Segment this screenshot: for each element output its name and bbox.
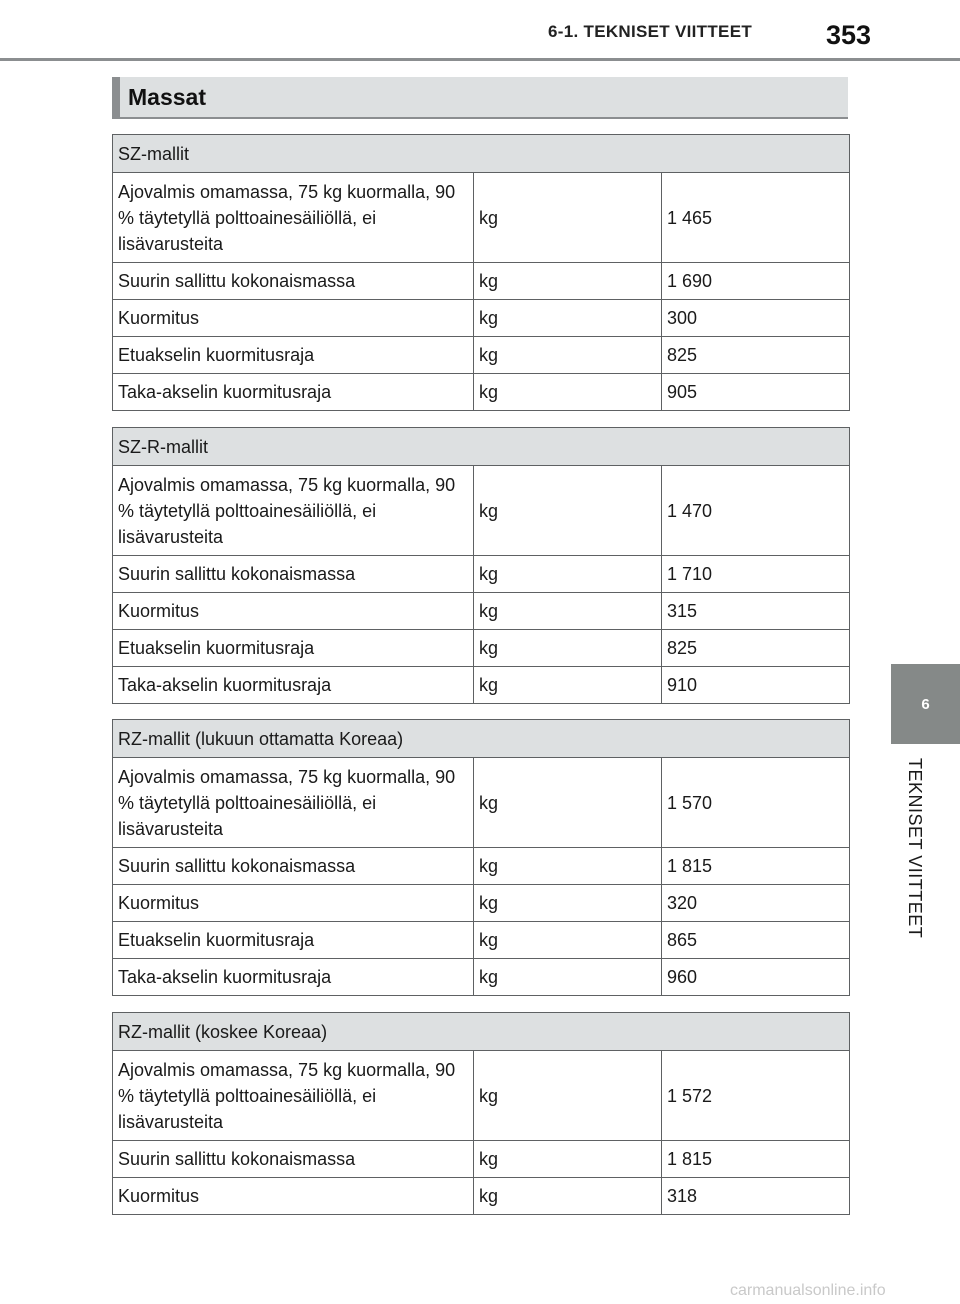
row-value: 910 — [662, 667, 850, 704]
table-title: SZ-R-mallit — [113, 428, 850, 466]
row-label: Etuakselin kuormitusraja — [113, 922, 474, 959]
row-label: Ajovalmis omamassa, 75 kg kuormalla, 90 % täytetyllä polttoainesäiliöllä, ei lisävarusteita — [113, 466, 474, 556]
row-label: Kuormitus — [113, 1178, 474, 1215]
row-value: 1 815 — [662, 848, 850, 885]
spec-table-rz-excl-korea — [112, 719, 850, 996]
row-label: Taka-akselin kuormitusraja — [113, 959, 474, 996]
row-unit: kg — [474, 173, 662, 263]
row-unit: kg — [474, 630, 662, 667]
row-label: Kuormitus — [113, 300, 474, 337]
table-title: RZ-mallit (lukuun ottamatta Koreaa) — [113, 720, 850, 758]
row-unit: kg — [474, 667, 662, 704]
row-unit: kg — [474, 556, 662, 593]
header-title: 6-1. TEKNISET VIITTEET — [548, 22, 753, 41]
spec-table-sz — [112, 134, 850, 411]
row-unit: kg — [474, 263, 662, 300]
row-unit: kg — [474, 374, 662, 411]
row-label: Suurin sallittu kokonaismassa — [113, 848, 474, 885]
table-row — [113, 1141, 850, 1178]
row-value: 320 — [662, 885, 850, 922]
table-row — [113, 959, 850, 996]
table-row — [113, 556, 850, 593]
row-unit: kg — [474, 300, 662, 337]
table-row — [113, 337, 850, 374]
row-value: 1 570 — [662, 758, 850, 848]
row-unit: kg — [474, 885, 662, 922]
table-row — [113, 922, 850, 959]
row-unit: kg — [474, 1051, 662, 1141]
table-row — [113, 1051, 850, 1141]
row-label: Ajovalmis omamassa, 75 kg kuormalla, 90 % täytetyllä polttoainesäiliöllä, ei lisävarusteita — [113, 173, 474, 263]
row-label: Suurin sallittu kokonaismassa — [113, 263, 474, 300]
table-header-row — [113, 135, 850, 173]
row-label: Suurin sallittu kokonaismassa — [113, 1141, 474, 1178]
row-value: 905 — [662, 374, 850, 411]
table-row — [113, 300, 850, 337]
section-heading — [112, 77, 848, 119]
table-row — [113, 885, 850, 922]
row-label: Ajovalmis omamassa, 75 kg kuormalla, 90 % täytetyllä polttoainesäiliöllä, ei lisävarusteita — [113, 1051, 474, 1141]
row-value: 1 690 — [662, 263, 850, 300]
row-value: 1 815 — [662, 1141, 850, 1178]
table-row — [113, 1178, 850, 1215]
table-row — [113, 848, 850, 885]
table-row — [113, 630, 850, 667]
chapter-tab — [891, 664, 960, 744]
table-header-row — [113, 428, 850, 466]
table-row — [113, 173, 850, 263]
table-row — [113, 593, 850, 630]
row-unit: kg — [474, 593, 662, 630]
row-value: 825 — [662, 630, 850, 667]
row-value: 300 — [662, 300, 850, 337]
row-label: Kuormitus — [113, 593, 474, 630]
row-label: Etuakselin kuormitusraja — [113, 337, 474, 374]
row-value: 315 — [662, 593, 850, 630]
row-value: 1 572 — [662, 1051, 850, 1141]
row-label: Taka-akselin kuormitusraja — [113, 374, 474, 411]
row-label: Etuakselin kuormitusraja — [113, 630, 474, 667]
table-header-row — [113, 1013, 850, 1051]
table-row — [113, 374, 850, 411]
section-heading-bar — [112, 77, 120, 117]
spec-table-sz-r — [112, 427, 850, 704]
table-title: SZ-mallit — [113, 135, 850, 173]
table-row — [113, 758, 850, 848]
table-row — [113, 667, 850, 704]
spec-table-rz-korea — [112, 1012, 850, 1215]
section-heading-label: Massat — [128, 84, 206, 110]
watermark: carmanualsonline.info — [730, 1282, 886, 1299]
header-rule — [0, 58, 960, 61]
table-row — [113, 263, 850, 300]
row-unit: kg — [474, 959, 662, 996]
row-unit: kg — [474, 848, 662, 885]
row-unit: kg — [474, 1178, 662, 1215]
row-label: Suurin sallittu kokonaismassa — [113, 556, 474, 593]
row-value: 1 710 — [662, 556, 850, 593]
table-title: RZ-mallit (koskee Koreaa) — [113, 1013, 850, 1051]
row-unit: kg — [474, 466, 662, 556]
row-label: Taka-akselin kuormitusraja — [113, 667, 474, 704]
chapter-tab-number: 6 — [921, 695, 930, 713]
table-row — [113, 466, 850, 556]
row-value: 960 — [662, 959, 850, 996]
row-unit: kg — [474, 758, 662, 848]
row-unit: kg — [474, 337, 662, 374]
row-value: 825 — [662, 337, 850, 374]
chapter-side-label: TEKNISET VIITTEET — [905, 758, 925, 939]
row-label: Ajovalmis omamassa, 75 kg kuormalla, 90 % täytetyllä polttoainesäiliöllä, ei lisävarusteita — [113, 758, 474, 848]
table-header-row — [113, 720, 850, 758]
row-unit: kg — [474, 922, 662, 959]
row-unit: kg — [474, 1141, 662, 1178]
row-value: 865 — [662, 922, 850, 959]
row-value: 1 465 — [662, 173, 850, 263]
row-value: 318 — [662, 1178, 850, 1215]
row-label: Kuormitus — [113, 885, 474, 922]
row-value: 1 470 — [662, 466, 850, 556]
page-number: 353 — [826, 20, 872, 50]
